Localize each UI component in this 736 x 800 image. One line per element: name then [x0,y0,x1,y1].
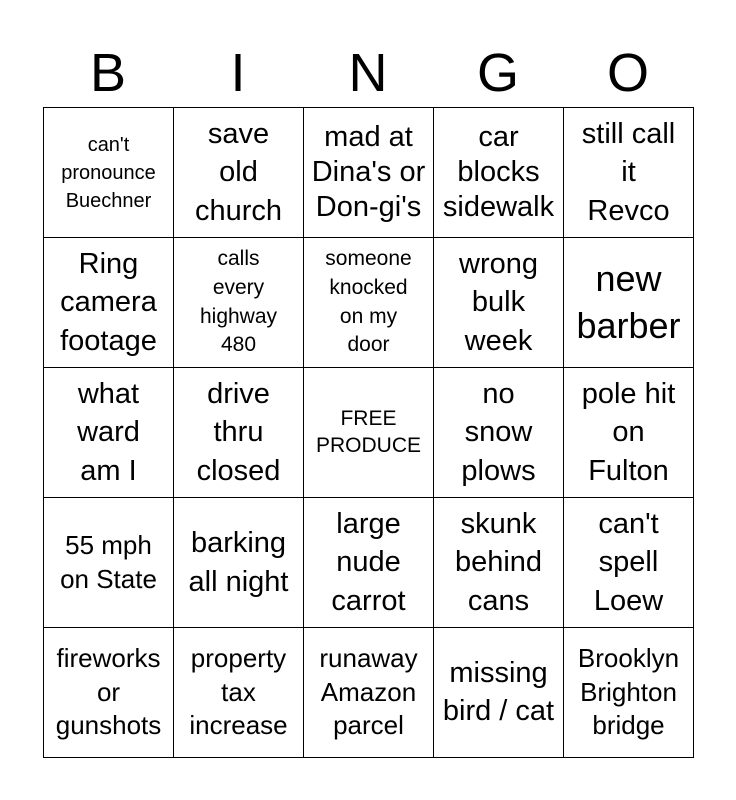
bingo-cell-r1-c2[interactable]: save old church [174,108,304,238]
bingo-cell-r2-c4[interactable]: wrong bulk week [434,238,564,368]
bingo-cell-r3-c3[interactable]: FREE PRODUCE [304,368,434,498]
bingo-cell-r3-c2[interactable]: drive thru closed [174,368,304,498]
bingo-cell-r1-c1[interactable]: can't pronounce Buechner [44,108,174,238]
bingo-cell-r4-c4[interactable]: skunk behind cans [434,498,564,628]
bingo-cell-r5-c1[interactable]: fireworks or gunshots [44,628,174,758]
bingo-cell-r5-c3[interactable]: runaway Amazon parcel [304,628,434,758]
header-letter-o: O [606,43,649,103]
bingo-cell-r3-c4[interactable]: no snow plows [434,368,564,498]
bingo-cell-r4-c2[interactable]: barking all night [174,498,304,628]
bingo-cell-r2-c1[interactable]: Ring camera footage [44,238,174,368]
bingo-cell-r2-c5[interactable]: new barber [564,238,694,368]
bingo-cell-r1-c5[interactable]: still call it Revco [564,108,694,238]
header-letter-b: B [89,43,127,103]
bingo-cell-r5-c5[interactable]: Brooklyn Brighton bridge [564,628,694,758]
header-letter-n: N [348,43,388,103]
bingo-cell-r4-c3[interactable]: large nude carrot [304,498,434,628]
bingo-cell-r1-c3[interactable]: mad at Dina's or Don-gi's [304,108,434,238]
bingo-cell-r4-c5[interactable]: can't spell Loew [564,498,694,628]
bingo-cell-r3-c1[interactable]: what ward am I [44,368,174,498]
header-letter-i: I [230,43,246,103]
header-letter-g: G [476,43,519,103]
bingo-cell-r5-c4[interactable]: missing bird / cat [434,628,564,758]
bingo-cell-r5-c2[interactable]: property tax increase [174,628,304,758]
bingo-cell-r2-c3[interactable]: someone knocked on my door [304,238,434,368]
bingo-cell-r1-c4[interactable]: car blocks sidewalk [434,108,564,238]
bingo-cell-r2-c2[interactable]: calls every highway 480 [174,238,304,368]
bingo-header [43,40,693,106]
bingo-cell-r3-c5[interactable]: pole hit on Fulton [564,368,694,498]
bingo-cell-r4-c1[interactable]: 55 mph on State [44,498,174,628]
bingo-board [43,107,694,758]
